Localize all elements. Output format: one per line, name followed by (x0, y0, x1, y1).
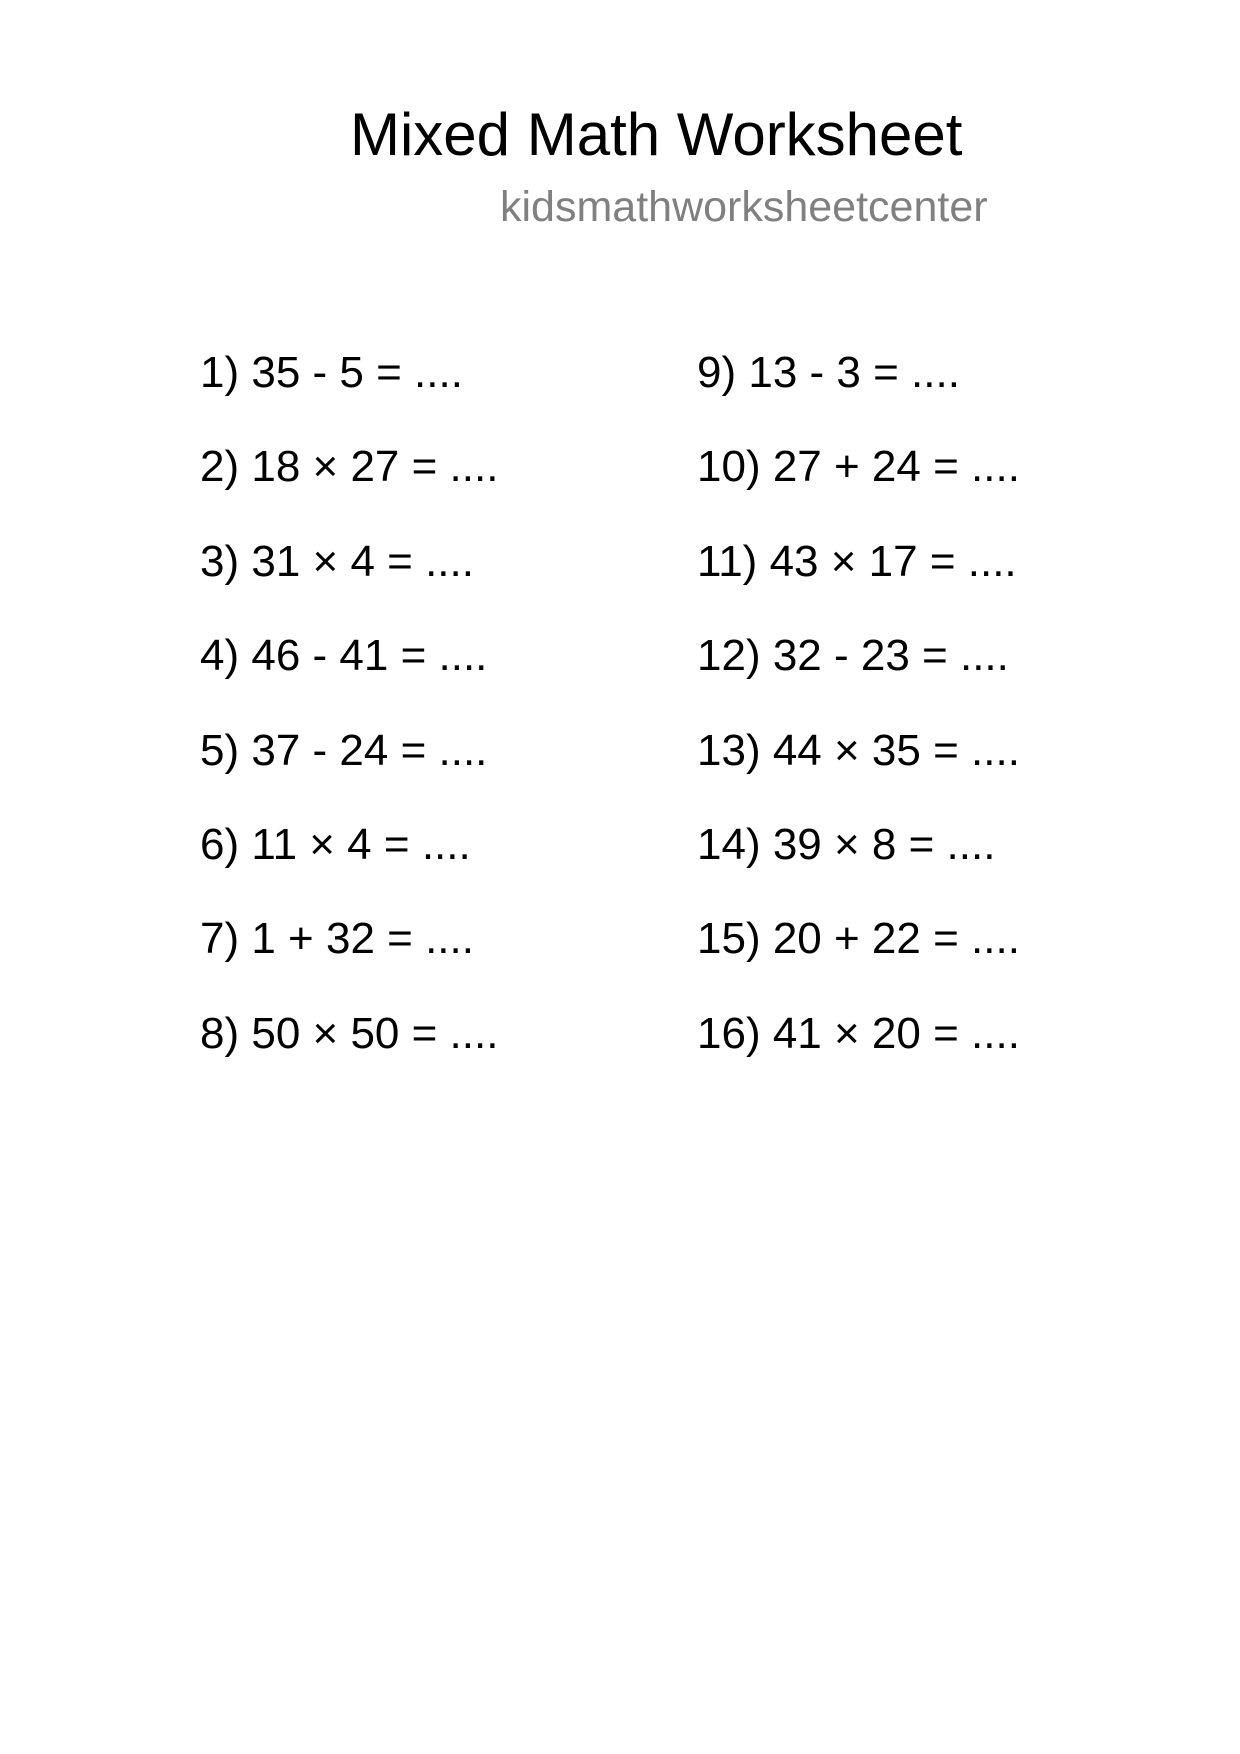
problem-expression: 46 - 41 = (251, 631, 427, 681)
problem-expression: 44 × 35 = (772, 725, 959, 775)
problem-14 (697, 818, 1020, 912)
problems-column-right (697, 346, 1020, 1101)
problem-number: 16) (697, 1008, 761, 1058)
site-name-subtitle: kidsmathworksheetcenter (500, 183, 988, 231)
problem-expression: 20 + 22 = (772, 914, 959, 964)
answer-blank: .... (967, 536, 1017, 586)
problem-12 (697, 629, 1020, 723)
answer-blank: .... (911, 348, 960, 397)
answer-blank: .... (438, 725, 488, 775)
problem-number: 8) (200, 1008, 240, 1058)
problem-7 (200, 912, 498, 1006)
problem-8 (200, 1007, 498, 1101)
answer-blank: .... (971, 1008, 1020, 1058)
problem-number: 7) (200, 914, 240, 964)
problem-6 (200, 818, 498, 912)
problem-3 (200, 535, 498, 629)
problem-expression: 18 × 27 = (251, 442, 438, 492)
problem-expression: 13 - 3 = (748, 348, 899, 397)
answer-blank: .... (449, 442, 499, 492)
problem-expression: 39 × 8 = (772, 819, 935, 869)
problem-9 (697, 346, 1020, 440)
problem-11 (697, 535, 1020, 629)
answer-blank: .... (449, 1008, 499, 1058)
problem-number: 12) (697, 631, 761, 681)
answer-blank: .... (971, 725, 1020, 775)
problem-5 (200, 724, 498, 818)
problem-expression: 31 × 4 = (251, 536, 413, 586)
problem-expression: 1 + 32 = (251, 914, 413, 964)
problem-number: 6) (200, 819, 240, 869)
problem-13 (697, 724, 1020, 818)
answer-blank: .... (946, 819, 996, 869)
problem-number: 11) (697, 536, 758, 586)
problem-expression: 27 + 24 = (772, 442, 959, 492)
problem-10 (697, 440, 1020, 534)
problem-number: 1) (200, 348, 240, 397)
problem-2 (200, 440, 498, 534)
problem-number: 15) (697, 914, 761, 964)
problem-expression: 50 × 50 = (251, 1008, 438, 1058)
problem-number: 13) (697, 725, 761, 775)
answer-blank: .... (971, 914, 1020, 964)
problem-expression: 35 - 5 = (251, 348, 402, 397)
problem-expression: 37 - 24 = (251, 725, 427, 775)
answer-blank: .... (421, 819, 471, 869)
problem-16 (697, 1007, 1020, 1101)
problem-expression: 11 × 4 = (251, 819, 410, 869)
problem-number: 3) (200, 536, 240, 586)
problem-4 (200, 629, 498, 723)
problem-expression: 43 × 17 = (769, 536, 956, 586)
answer-blank: .... (414, 348, 463, 397)
problem-expression: 41 × 20 = (772, 1008, 959, 1058)
problems-column-left (200, 346, 498, 1101)
answer-blank: .... (425, 536, 474, 586)
problem-1 (200, 346, 498, 440)
answer-blank: .... (425, 914, 474, 964)
answer-blank: .... (959, 631, 1009, 681)
problem-expression: 32 - 23 = (772, 631, 948, 681)
problem-15 (697, 912, 1020, 1006)
problem-number: 9) (697, 348, 737, 397)
answer-blank: .... (971, 442, 1020, 492)
problem-number: 4) (200, 631, 240, 681)
problem-number: 2) (200, 442, 240, 492)
problem-number: 10) (697, 442, 761, 492)
problem-number: 14) (697, 819, 761, 869)
answer-blank: .... (438, 631, 488, 681)
problem-number: 5) (200, 725, 240, 775)
page-title: Mixed Math Worksheet (350, 101, 963, 168)
